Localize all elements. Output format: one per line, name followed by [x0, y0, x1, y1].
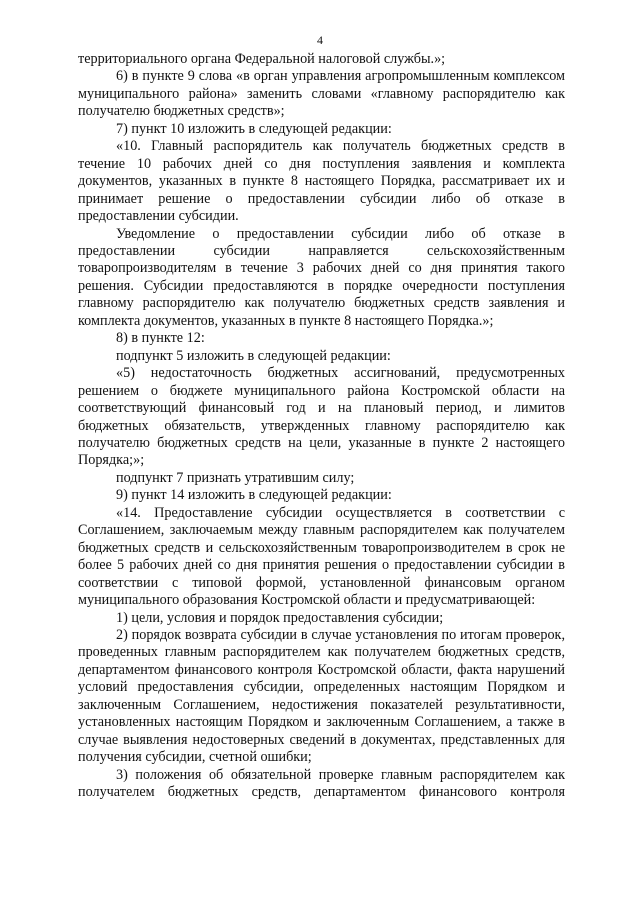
paragraph: подпункт 5 изложить в следующей редакции:: [116, 347, 391, 364]
paragraph: территориального органа Федеральной налоговой службы.»;: [78, 51, 446, 67]
page-number: 4: [317, 33, 323, 47]
paragraph: «14. Предоставление субсидии осуществляется в соответствии с Соглашением, заключаемым между главным распорядителем как получателем бюджетных средств и сельскохозяйственным товаропроизводителем в срок не более 5 рабочих дней со дня принятия решения о предоставлении субсидии в соответствии с типовой формой, установленной финансовым органом муниципального образования Костромской области и предусматривающей:: [78, 504, 565, 609]
paragraph: «10. Главный распорядитель как получатель бюджетных средств в течение 10 рабочих дней со дня поступления заявления и комплекта документов, указанных в пункте 8 настоящего Порядка, рассматривает их и принимает решение о предоставлении субсидии либо об отказе в предоставлении субсидии.: [78, 138, 565, 225]
paragraph: 2) порядок возврата субсидии в случае установления по итогам проверок, проведенных главным распорядителем как получателем бюджетных средств, департаментом финансового контроля Костромской области, факта нарушений условий предоставления субсидии, определенных настоящим Порядком и заключенным Соглашением, недостижения показателей результативности, установленных настоящим Порядком и заключенным Соглашением, а также в случае выявления недостоверных сведений в документах, представленных для получения субсидии, счетной ошибки;: [78, 626, 565, 766]
paragraph: 3) положения об обязательной проверке главным распорядителем как получателем бюджетных средств, департаментом финансового контроля: [78, 766, 565, 801]
document-body: [78, 51, 565, 801]
paragraph: подпункт 7 признать утратившим силу;: [116, 469, 355, 486]
paragraph: Уведомление о предоставлении субсидии либо об отказе в предоставлении субсидии направляется сельскохозяйственным товаропроизводителям в течение 3 рабочих дней со дня принятия такого решения. Субсидии предоставляются в порядке очередности поступления главному распорядителю как получателю бюджетных средств заявления и комплекта документов, указанных в пункте 8 настоящего Порядка.»;: [78, 225, 565, 329]
paragraph: «5) недостаточность бюджетных ассигнований, предусмотренных решением о бюджете муниципального района Костромской области на соответствующий финансовый год и на плановый период, и лимитов бюджетных обязательств, утвержденных главному распорядителю как получателю бюджетных средств на цели, указанные в пункте 2 настоящего Порядка;»;: [78, 365, 565, 469]
paragraph: 6) в пункте 9 слова «в орган управления агропромышленным комплексом муниципального района» заменить словами «главному распорядителю как получателю бюджетных средств»;: [78, 68, 565, 120]
paragraph: 7) пункт 10 изложить в следующей редакции:: [116, 120, 392, 137]
paragraph: 1) цели, условия и порядок предоставления субсидии;: [116, 609, 444, 626]
paragraph: 9) пункт 14 изложить в следующей редакции:: [116, 487, 392, 504]
paragraph: 8) в пункте 12:: [116, 330, 205, 347]
